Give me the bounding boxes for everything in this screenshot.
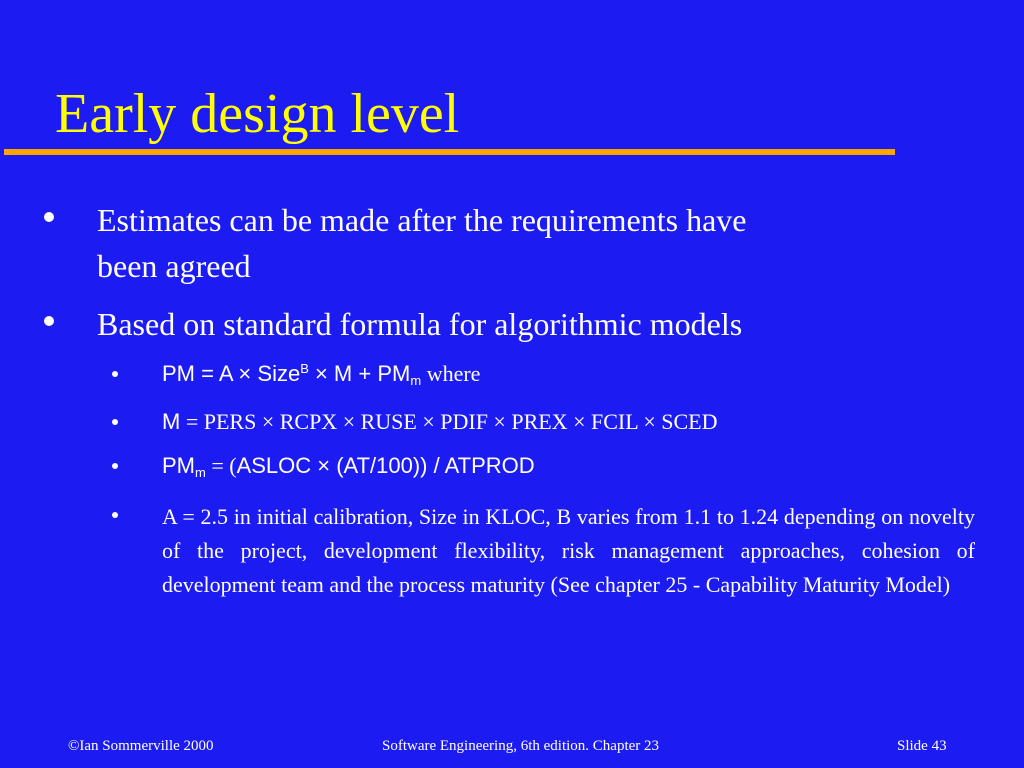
- formula-pmm-lhs: PM: [162, 453, 195, 478]
- formula-m-lhs: M: [162, 409, 181, 434]
- bullet-dot-icon: [44, 316, 54, 326]
- formula-pmm-text: [162, 453, 535, 479]
- formula-pm-lhs: PM = A × Size: [162, 361, 301, 386]
- formula-pmm-eq: = (: [205, 453, 237, 478]
- bullet-text: been agreed: [97, 248, 251, 284]
- formula-pm-subscript: m: [410, 373, 422, 388]
- formula-pm-rest: × M + PM: [308, 361, 411, 386]
- bullet-formula: [0, 303, 1024, 345]
- bullet-text: Based on standard formula for algorithmic models: [97, 306, 743, 342]
- formula-pmm-subscript: m: [195, 465, 206, 480]
- formula-pm-text: [162, 361, 480, 387]
- bullet-dot-icon: [44, 212, 54, 222]
- footer-copyright: ©Ian Sommerville 2000: [68, 738, 214, 754]
- bullet-text: Estimates can be made after the requirements have: [97, 202, 747, 238]
- footer-book: Software Engineering, 6th edition. Chapter 23: [382, 738, 660, 754]
- formula-pm-exponent: B: [300, 361, 309, 376]
- bullet-estimates-continued: [0, 245, 1024, 287]
- formula-pm: [0, 361, 1024, 391]
- bullet-dot-icon: [112, 371, 118, 377]
- slide-title: Early design level: [55, 83, 460, 145]
- formula-m-rhs: = PERS × RCPX × RUSE × PDIF × PREX × FCIL × SCED: [180, 409, 718, 434]
- footer-slide-number: Slide 43: [897, 738, 947, 754]
- formula-pm-where: where: [421, 361, 481, 386]
- formula-pmm-rhs: ASLOC × (AT/100)) / ATPROD: [236, 453, 535, 478]
- formula-m-text: [162, 409, 717, 435]
- calibration-note: A = 2.5 in initial calibration, Size in KLOC, B varies from 1.1 to 1.24 depending on novelty of the project, development flexibility, risk management approaches, cohesion of development team and the process maturity (See chapter 25 - Capability Maturity Model): [162, 504, 975, 597]
- bullet-estimates: [0, 199, 1024, 241]
- bullet-dot-icon: [112, 463, 118, 469]
- formula-pmm: [0, 453, 1024, 483]
- bullet-dot-icon: [112, 419, 118, 425]
- formula-m: [0, 409, 1024, 439]
- bullet-dot-icon: [112, 512, 118, 518]
- title-underline: [4, 149, 895, 155]
